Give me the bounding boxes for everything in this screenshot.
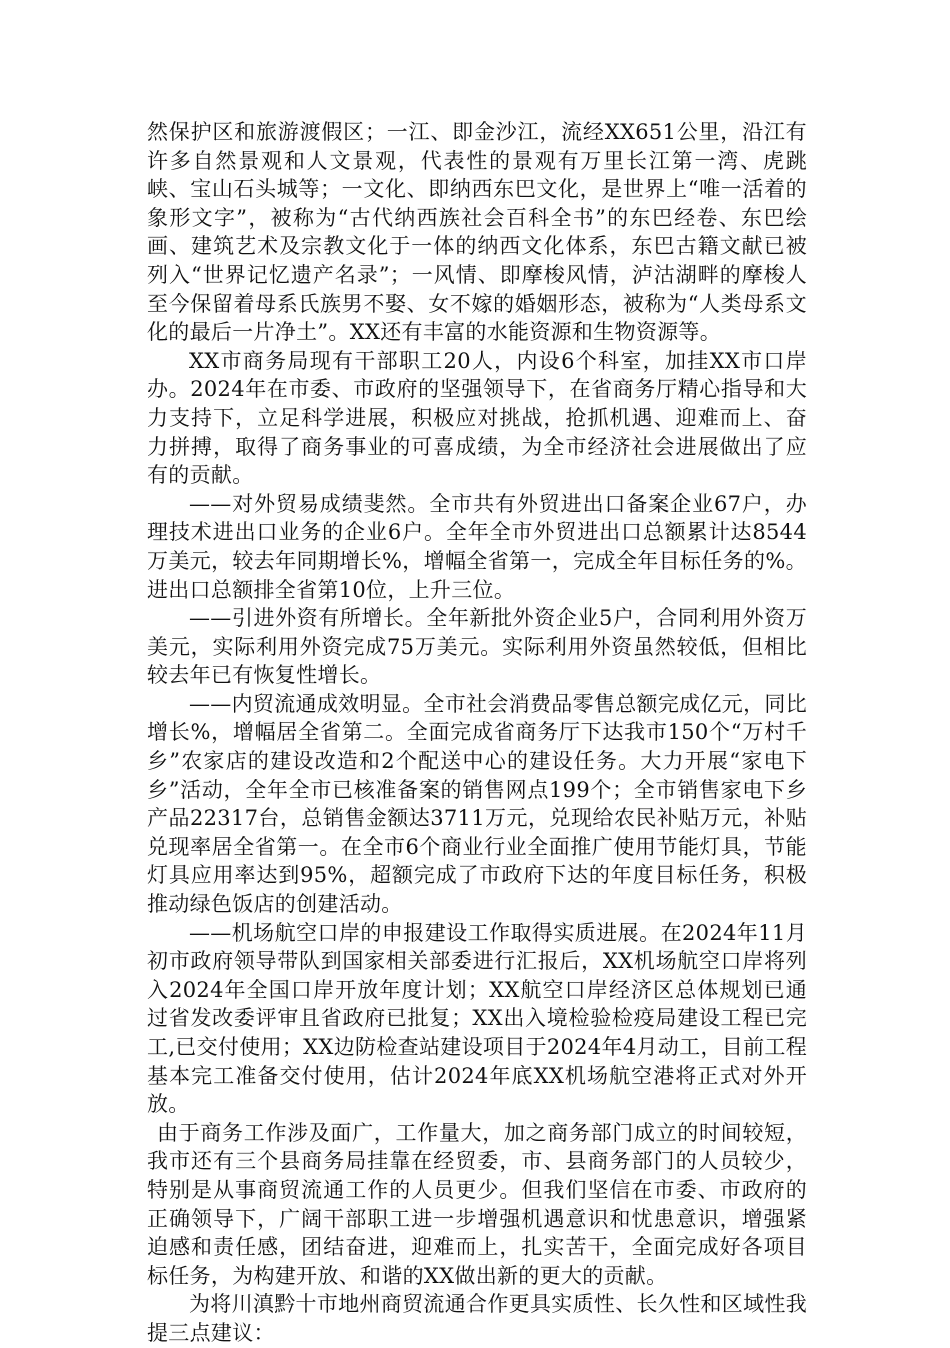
paragraph-foreign-investment: ——引进外资有所增长。全年新批外资企业5户，合同利用外资万美元，实际利用外资完成75万美元。实际利用外资虽然较低，但相比较去年已有恢复性增长。 (147, 606, 807, 688)
paragraph-intro-continued: 然保护区和旅游渡假区；一江、即金沙江，流经XX651公里，沿江有许多自然景观和人文景观，代表性的景观有万里长江第一湾、虎跳峡、宝山石头城等；一文化、即纳西东巴文化，是世界上“唯一活着的象形文字”，被称为“古代纳西族社会百科全书”的东巴经卷、东巴绘画、建筑艺术及宗教文化于一体的纳西文化体系，东巴古籍文献已被列入“世界记忆遗产名录”；一风情、即摩梭风情，泸沽湖畔的摩梭人至今保留着母系氏族男不娶、女不嫁的婚姻形态，被称为“人类母系文化的最后一片净土”。XX还有丰富的水能资源和生物资源等。 (147, 120, 807, 345)
paragraph-bureau-overview: XX市商务局现有干部职工20人，内设6个科室，加挂XX市口岸办。2024年在市委、市政府的坚强领导下，在省商务厅精心指导和大力支持下，立足科学进展，积极应对挑战，抢抓机遇、迎难而上、奋力拼搏，取得了商务事业的可喜成绩，为全市经济社会进展做出了应有的贡献。 (147, 348, 807, 488)
paragraph-challenges: 由于商务工作涉及面广，工作量大，加之商务部门成立的时间较短，我市还有三个县商务局挂靠在经贸委，市、县商务部门的人员较少，特别是从事商贸流通工作的人员更少。但我们坚信在市委、市政府的正确领导下，广阔干部职工进一步增强机遇意识和忧患意识，增强紧迫感和责任感，团结奋进，迎难而上，扎实苦干，全面完成好各项目标任务，为构建开放、和谐的XX做出新的更大的贡献。 (147, 1120, 807, 1288)
paragraph-suggestions-intro: 为将川滇黔十市地州商贸流通合作更具实质性、长久性和区域性我提三点建议： (147, 1292, 807, 1345)
document-page (147, 118, 807, 1348)
paragraph-foreign-trade: ——对外贸易成绩斐然。全市共有外贸进出口备案企业67户，办理技术进出口业务的企业6户。全年全市外贸进出口总额累计达8544万美元，较去年同期增长%，增幅全省第一，完成全年目标任务的%。进出口总额排全省第10位，上升三位。 (147, 491, 807, 602)
paragraph-domestic-trade: ——内贸流通成效明显。全市社会消费品零售总额完成亿元，同比增长%，增幅居全省第二。全面完成省商务厅下达我市150个“万村千乡”农家店的建设改造和2个配送中心的建设任务。大力开展“家电下乡”活动，全年全市已核准备案的销售网点199个；全市销售家电下乡产品22317台，总销售金额达3711万元，兑现给农民补贴万元，补贴兑现率居全省第一。在全市6个商业行业全面推广使用节能灯具，节能灯具应用率达到95%，超额完成了市政府下达的年度目标任务，积极推动绿色饭店的创建活动。 (147, 691, 807, 917)
paragraph-airport-port: ——机场航空口岸的申报建设工作取得实质进展。在2024年11月初市政府领导带队到国家相关部委进行汇报后，XX机场航空口岸将列入2024年全国口岸开放年度计划；XX航空口岸经济区总体规划已通过省发改委评审且省政府已批复；XX出入境检验检疫局建设工程已完工,已交付使用；XX边防检查站建设项目于2024年4月动工，目前工程基本完工准备交付使用，估计2024年底XX机场航空港将正式对外开放。 (147, 920, 807, 1117)
